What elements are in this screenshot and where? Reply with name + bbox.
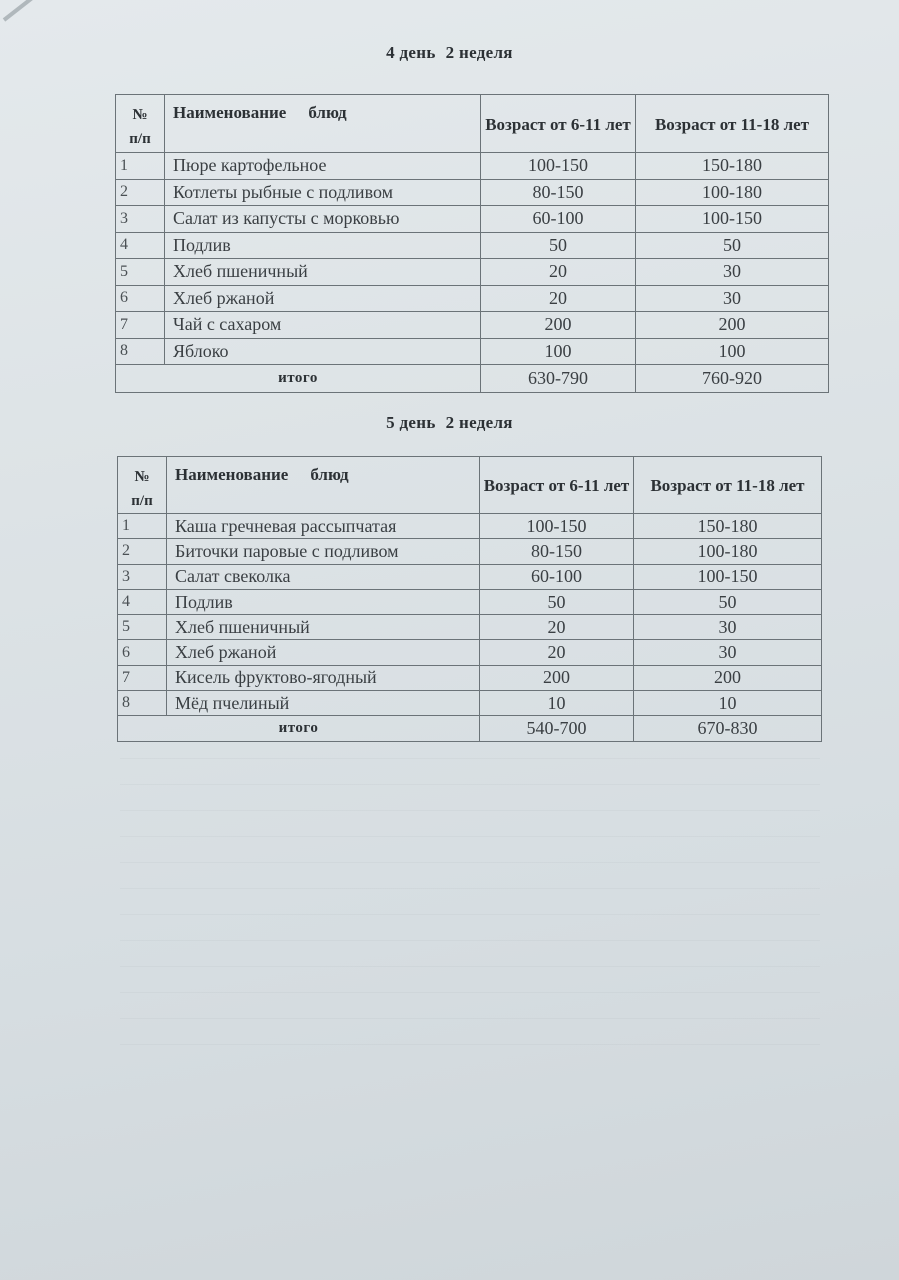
portion-age2: 50 [634, 589, 822, 614]
day4-header-age1: Возраст от 6-11 лет [481, 95, 636, 153]
dish-name: Салат из капусты с морковью [165, 206, 481, 233]
portion-age2: 100-180 [636, 179, 829, 206]
dish-name: Яблоко [165, 338, 481, 365]
portion-age2: 30 [634, 615, 822, 640]
portion-age1: 100 [481, 338, 636, 365]
dish-name: Подлив [165, 232, 481, 259]
table-row [116, 259, 829, 286]
dish-name: Каша гречневая рассыпчатая [167, 514, 480, 539]
dish-name: Хлеб пшеничный [165, 259, 481, 286]
portion-age1: 10 [480, 691, 634, 716]
row-number: 3 [118, 564, 167, 589]
portion-age1: 60-100 [481, 206, 636, 233]
row-number: 8 [116, 338, 165, 365]
day4-header-name [165, 95, 481, 153]
portion-age1: 200 [481, 312, 636, 339]
portion-age1: 80-150 [480, 539, 634, 564]
portion-age2: 100 [636, 338, 829, 365]
day5-total-row [118, 716, 822, 742]
day5-title-day: 5 день [386, 413, 436, 432]
portion-age2: 200 [636, 312, 829, 339]
day4-title-week: 2 неделя [445, 43, 513, 62]
day5-menu-table [117, 456, 822, 742]
dish-name: Биточки паровые с подливом [167, 539, 480, 564]
day5-title [0, 413, 899, 433]
table-row [118, 640, 822, 665]
dish-name: Кисель фруктово-ягодный [167, 665, 480, 690]
dish-name: Чай с сахаром [165, 312, 481, 339]
table-row [116, 179, 829, 206]
row-number: 6 [118, 640, 167, 665]
row-number: 2 [118, 539, 167, 564]
row-number: 4 [116, 232, 165, 259]
portion-age2: 30 [636, 259, 829, 286]
day5-title-week: 2 неделя [445, 413, 513, 432]
table-row [118, 615, 822, 640]
table-row [118, 665, 822, 690]
table-row [118, 589, 822, 614]
pencil-mark [3, 0, 53, 22]
portion-age1: 20 [480, 640, 634, 665]
portion-age1: 100-150 [481, 153, 636, 180]
day4-total-age1: 630-790 [481, 365, 636, 393]
dish-name: Салат свеколка [167, 564, 480, 589]
portion-age2: 100-150 [634, 564, 822, 589]
portion-age2: 10 [634, 691, 822, 716]
portion-age2: 30 [636, 285, 829, 312]
portion-age1: 60-100 [480, 564, 634, 589]
portion-age1: 200 [480, 665, 634, 690]
table-row [116, 153, 829, 180]
dish-name: Котлеты рыбные с подливом [165, 179, 481, 206]
bleed-through-shadow [120, 745, 820, 1045]
dish-name: Пюре картофельное [165, 153, 481, 180]
day4-header-age2: Возраст от 11-18 лет [636, 95, 829, 153]
table-row [118, 691, 822, 716]
day5-rows [118, 514, 822, 716]
day4-header-num: № п/п [116, 95, 165, 153]
row-number: 3 [116, 206, 165, 233]
day4-header-row [116, 95, 829, 153]
dish-name: Мёд пчелиный [167, 691, 480, 716]
table-row [118, 564, 822, 589]
dish-name: Подлив [167, 589, 480, 614]
day4-total-row [116, 365, 829, 393]
portion-age2: 100-180 [634, 539, 822, 564]
day5-total-age1: 540-700 [480, 716, 634, 742]
table-row [118, 514, 822, 539]
day4-title-day: 4 день [386, 43, 436, 62]
day4-total-label: итого [116, 365, 481, 393]
day5-header-age1: Возраст от 6-11 лет [480, 457, 634, 514]
portion-age1: 20 [481, 285, 636, 312]
table-row [116, 232, 829, 259]
portion-age1: 100-150 [480, 514, 634, 539]
day5-header-num: № п/п [118, 457, 167, 514]
table-row [116, 312, 829, 339]
dish-name: Хлеб пшеничный [167, 615, 480, 640]
portion-age2: 150-180 [634, 514, 822, 539]
day5-header-age2: Возраст от 11-18 лет [634, 457, 822, 514]
row-number: 1 [116, 153, 165, 180]
day4-rows [116, 153, 829, 365]
day4-header-name-b: блюд [308, 103, 347, 122]
portion-age1: 80-150 [481, 179, 636, 206]
day5-total-label: итого [118, 716, 480, 742]
portion-age2: 200 [634, 665, 822, 690]
row-number: 4 [118, 589, 167, 614]
row-number: 5 [116, 259, 165, 286]
table-row [116, 206, 829, 233]
portion-age1: 20 [481, 259, 636, 286]
row-number: 7 [118, 665, 167, 690]
day5-header-row [118, 457, 822, 514]
portion-age2: 30 [634, 640, 822, 665]
portion-age1: 20 [480, 615, 634, 640]
day5-total-age2: 670-830 [634, 716, 822, 742]
table-row [116, 338, 829, 365]
row-number: 1 [118, 514, 167, 539]
day4-header-name-a: Наименование [173, 103, 287, 122]
day4-menu-table [115, 94, 829, 393]
portion-age2: 50 [636, 232, 829, 259]
portion-age1: 50 [480, 589, 634, 614]
portion-age2: 150-180 [636, 153, 829, 180]
dish-name: Хлеб ржаной [165, 285, 481, 312]
table-row [116, 285, 829, 312]
day5-header-name-a: Наименование [175, 465, 289, 484]
day5-header-name-b: блюд [310, 465, 349, 484]
table-row [118, 539, 822, 564]
day4-title [0, 43, 899, 63]
row-number: 6 [116, 285, 165, 312]
portion-age2: 100-150 [636, 206, 829, 233]
portion-age1: 50 [481, 232, 636, 259]
day5-header-name [167, 457, 480, 514]
dish-name: Хлеб ржаной [167, 640, 480, 665]
row-number: 8 [118, 691, 167, 716]
row-number: 2 [116, 179, 165, 206]
day4-total-age2: 760-920 [636, 365, 829, 393]
row-number: 7 [116, 312, 165, 339]
row-number: 5 [118, 615, 167, 640]
